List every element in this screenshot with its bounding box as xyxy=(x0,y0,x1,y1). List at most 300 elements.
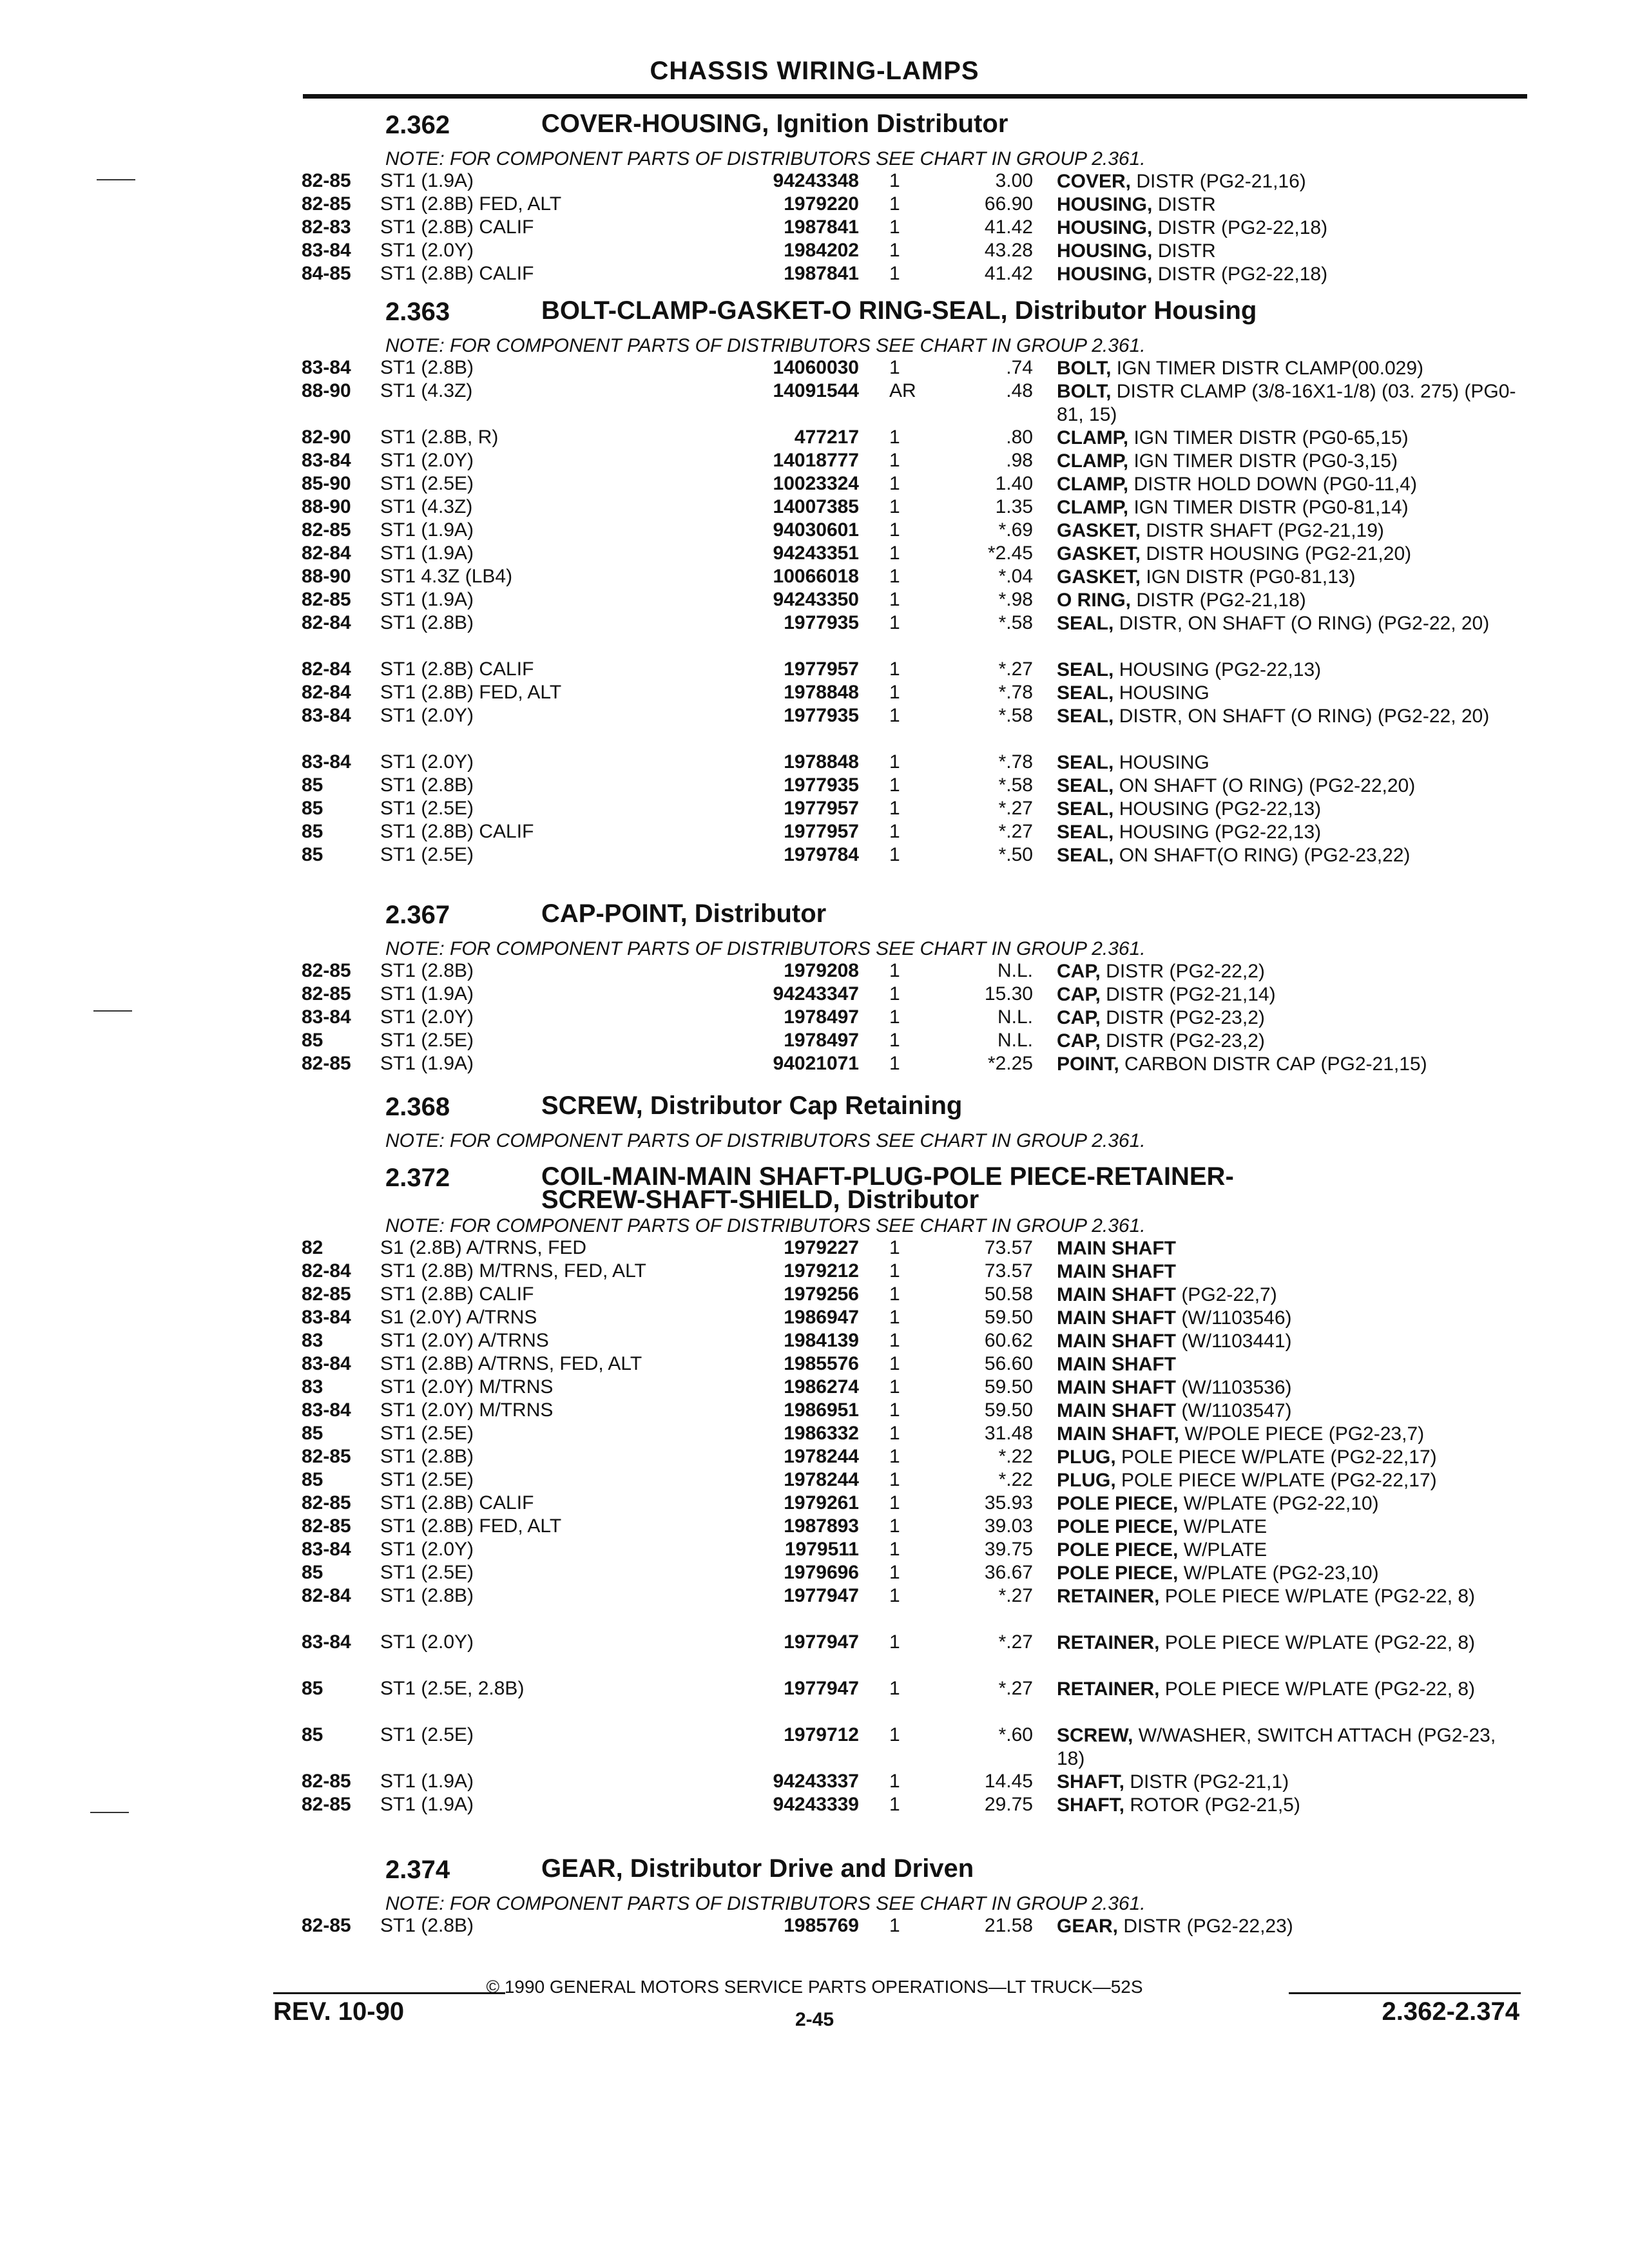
model-years: 82-85 xyxy=(302,170,351,191)
quantity: 1 xyxy=(889,1307,900,1328)
description-detail: DISTR HOUSING (PG2-21,20) xyxy=(1141,543,1412,564)
quantity: 1 xyxy=(889,1399,900,1421)
price: *.78 xyxy=(998,751,1033,773)
parts-row xyxy=(0,658,1629,682)
quantity: 1 xyxy=(889,519,900,541)
parts-row xyxy=(0,193,1629,216)
parts-row xyxy=(0,263,1629,286)
part-number: 1985576 xyxy=(784,1353,859,1374)
parts-row xyxy=(0,357,1629,380)
engine-code: ST1 (2.5E) xyxy=(380,1030,474,1051)
engine-code: ST1 4.3Z (LB4) xyxy=(380,566,513,587)
parts-row xyxy=(0,1446,1629,1469)
part-number: 94243348 xyxy=(773,170,859,191)
part-number: 14091544 xyxy=(773,380,859,401)
quantity: 1 xyxy=(889,357,900,378)
description-detail: ON SHAFT (O RING) (PG2-22,20) xyxy=(1113,775,1416,796)
quantity: 1 xyxy=(889,1006,900,1028)
price: 39.03 xyxy=(984,1515,1033,1537)
model-years: 82-85 xyxy=(302,1771,351,1792)
part-description xyxy=(1057,1915,1521,1938)
model-years: 83-84 xyxy=(302,450,351,471)
part-number: 477217 xyxy=(794,427,859,448)
part-number: 1986274 xyxy=(784,1376,859,1398)
part-description xyxy=(1057,496,1521,519)
model-years: 88-90 xyxy=(302,496,351,517)
section-heading xyxy=(0,1856,1629,1893)
model-years: 85 xyxy=(302,1469,323,1490)
part-description xyxy=(1057,1376,1521,1399)
parts-row xyxy=(0,1585,1629,1631)
description-detail: DISTR (PG2-22,18) xyxy=(1152,217,1328,238)
parts-row xyxy=(0,589,1629,612)
engine-code: ST1 (2.0Y) xyxy=(380,751,474,773)
part-number: 1977935 xyxy=(784,705,859,726)
parts-row xyxy=(0,1469,1629,1492)
model-years: 83-84 xyxy=(302,357,351,378)
model-years: 82-84 xyxy=(302,658,351,680)
part-number: 14007385 xyxy=(773,496,859,517)
description-keyword: GASKET, xyxy=(1057,520,1141,541)
price: *.60 xyxy=(998,1724,1033,1745)
description-keyword: MAIN SHAFT xyxy=(1057,1238,1176,1259)
part-number: 1986947 xyxy=(784,1307,859,1328)
price: .80 xyxy=(1006,427,1033,448)
description-keyword: CLAMP, xyxy=(1057,427,1129,448)
description-detail: IGN TIMER DISTR (PG0-65,15) xyxy=(1128,427,1409,448)
footer-group-range: 2.362-2.374 xyxy=(1382,1997,1519,2026)
quantity: 1 xyxy=(889,263,900,284)
description-keyword: POINT, xyxy=(1057,1053,1119,1075)
description-detail: HOUSING (PG2-22,13) xyxy=(1113,822,1322,843)
engine-code: ST1 (2.0Y) xyxy=(380,705,474,726)
description-detail: DISTR (PG2-21,18) xyxy=(1131,590,1306,611)
description-detail: (W/1103546) xyxy=(1175,1307,1292,1329)
parts-section xyxy=(0,111,1629,286)
part-number: 1977947 xyxy=(784,1678,859,1699)
description-keyword: HOUSING, xyxy=(1057,194,1153,215)
description-keyword: SEAL, xyxy=(1057,845,1114,866)
engine-code: ST1 (2.5E) xyxy=(380,1423,474,1444)
part-number: 10066018 xyxy=(773,566,859,587)
price: 59.50 xyxy=(984,1399,1033,1421)
engine-code: ST1 (1.9A) xyxy=(380,519,474,541)
parts-row xyxy=(0,844,1629,867)
price: 15.30 xyxy=(984,983,1033,1004)
description-detail: POLE PIECE W/PLATE (PG2-22,17) xyxy=(1115,1446,1437,1468)
description-keyword: HOUSING, xyxy=(1057,217,1153,238)
description-keyword: CAP, xyxy=(1057,961,1101,982)
parts-row xyxy=(0,1330,1629,1353)
description-keyword: O RING, xyxy=(1057,590,1132,611)
quantity: 1 xyxy=(889,1631,900,1653)
margin-mark xyxy=(97,179,135,180)
quantity: 1 xyxy=(889,1283,900,1305)
model-years: 82-84 xyxy=(302,1585,351,1606)
parts-row xyxy=(0,1353,1629,1376)
model-years: 82-84 xyxy=(302,682,351,703)
part-description xyxy=(1057,473,1521,496)
part-number: 1977957 xyxy=(784,798,859,819)
description-detail: W/PLATE xyxy=(1178,1516,1268,1537)
price: *.22 xyxy=(998,1469,1033,1490)
description-detail: POLE PIECE W/PLATE (PG2-22,17) xyxy=(1115,1470,1437,1491)
description-keyword: SEAL, xyxy=(1057,659,1114,680)
part-description xyxy=(1057,193,1521,216)
description-detail: DISTR (PG2-21,1) xyxy=(1124,1771,1289,1792)
model-years: 85 xyxy=(302,1678,323,1699)
part-number: 94243351 xyxy=(773,543,859,564)
description-detail: POLE PIECE W/PLATE (PG2-22, 8) xyxy=(1159,1632,1476,1653)
quantity: 1 xyxy=(889,1260,900,1282)
model-years: 82-84 xyxy=(302,543,351,564)
footer-copyright: © 1990 GENERAL MOTORS SERVICE PARTS OPERATIONS—LT TRUCK—52S xyxy=(486,1977,1143,1997)
part-number: 1987893 xyxy=(784,1515,859,1537)
description-keyword: POLE PIECE, xyxy=(1057,1562,1179,1584)
description-keyword: CAP, xyxy=(1057,1030,1101,1052)
part-number: 1979208 xyxy=(784,960,859,981)
part-description xyxy=(1057,216,1521,240)
part-description xyxy=(1057,1515,1521,1539)
quantity: 1 xyxy=(889,193,900,215)
engine-code: ST1 (2.8B) M/TRNS, FED, ALT xyxy=(380,1260,646,1282)
part-number: 1986951 xyxy=(784,1399,859,1421)
parts-row xyxy=(0,1307,1629,1330)
description-keyword: POLE PIECE, xyxy=(1057,1516,1179,1537)
part-description xyxy=(1057,1724,1521,1771)
model-years: 88-90 xyxy=(302,566,351,587)
quantity: 1 xyxy=(889,1030,900,1051)
quantity: 1 xyxy=(889,1585,900,1606)
engine-code: ST1 (2.8B) FED, ALT xyxy=(380,193,562,215)
description-detail: DISTR SHAFT (PG2-21,19) xyxy=(1141,520,1384,541)
engine-code: ST1 (1.9A) xyxy=(380,1771,474,1792)
part-number: 1984139 xyxy=(784,1330,859,1351)
parts-row xyxy=(0,774,1629,798)
section-number: 2.363 xyxy=(385,298,450,326)
description-keyword: COVER, xyxy=(1057,171,1132,192)
parts-row xyxy=(0,1053,1629,1076)
description-detail: W/PLATE xyxy=(1178,1539,1268,1561)
parts-section xyxy=(0,1856,1629,1938)
part-description xyxy=(1057,1678,1521,1701)
engine-code: ST1 (2.8B) CALIF xyxy=(380,1283,534,1305)
quantity: 1 xyxy=(889,798,900,819)
parts-row xyxy=(0,1515,1629,1539)
engine-code: ST1 (2.8B) xyxy=(380,774,474,796)
parts-row xyxy=(0,240,1629,263)
model-years: 85 xyxy=(302,821,323,842)
part-description xyxy=(1057,357,1521,380)
part-description xyxy=(1057,1237,1521,1260)
part-number: 94021071 xyxy=(773,1053,859,1074)
description-keyword: CAP, xyxy=(1057,1007,1101,1028)
price: *.98 xyxy=(998,589,1033,610)
parts-row xyxy=(0,1237,1629,1260)
description-keyword: MAIN SHAFT xyxy=(1057,1261,1176,1282)
parts-row xyxy=(0,1399,1629,1423)
quantity: 1 xyxy=(889,216,900,238)
quantity: 1 xyxy=(889,1915,900,1936)
description-keyword: MAIN SHAFT xyxy=(1057,1354,1176,1375)
part-description xyxy=(1057,380,1521,427)
section-title: COVER-HOUSING, Ignition Distributor xyxy=(541,110,1008,138)
price: N.L. xyxy=(997,1006,1033,1028)
engine-code: ST1 (2.5E) xyxy=(380,798,474,819)
description-keyword: CLAMP, xyxy=(1057,450,1129,472)
quantity: 1 xyxy=(889,170,900,191)
part-description xyxy=(1057,1585,1521,1608)
engine-code: ST1 (2.5E) xyxy=(380,1469,474,1490)
description-keyword: MAIN SHAFT xyxy=(1057,1284,1176,1305)
quantity: 1 xyxy=(889,1423,900,1444)
quantity: 1 xyxy=(889,821,900,842)
description-detail: POLE PIECE W/PLATE (PG2-22, 8) xyxy=(1159,1586,1476,1607)
part-description xyxy=(1057,1353,1521,1376)
model-years: 82-85 xyxy=(302,960,351,981)
part-number: 1978497 xyxy=(784,1006,859,1028)
price: *.22 xyxy=(998,1446,1033,1467)
parts-row xyxy=(0,1794,1629,1817)
part-description xyxy=(1057,543,1521,566)
engine-code: ST1 (4.3Z) xyxy=(380,496,473,517)
model-years: 82-85 xyxy=(302,1283,351,1305)
part-number: 1978244 xyxy=(784,1446,859,1467)
section-number: 2.374 xyxy=(385,1856,450,1884)
engine-code: S1 (2.8B) A/TRNS, FED xyxy=(380,1237,587,1258)
price: 41.42 xyxy=(984,216,1033,238)
engine-code: ST1 (2.0Y) xyxy=(380,1539,474,1560)
part-description xyxy=(1057,1771,1521,1794)
part-description xyxy=(1057,1492,1521,1515)
model-years: 82-85 xyxy=(302,1446,351,1467)
engine-code: ST1 (2.0Y) xyxy=(380,240,474,261)
model-years: 83-84 xyxy=(302,1399,351,1421)
parts-row xyxy=(0,1915,1629,1938)
model-years: 82-84 xyxy=(302,612,351,633)
price: 59.50 xyxy=(984,1376,1033,1398)
quantity: 1 xyxy=(889,1794,900,1815)
quantity: 1 xyxy=(889,960,900,981)
part-description xyxy=(1057,612,1521,635)
price: N.L. xyxy=(997,1030,1033,1051)
description-keyword: MAIN SHAFT xyxy=(1057,1307,1176,1329)
quantity: 1 xyxy=(889,427,900,448)
part-description xyxy=(1057,705,1521,728)
quantity: 1 xyxy=(889,612,900,633)
description-keyword: RETAINER, xyxy=(1057,1586,1160,1607)
quantity: AR xyxy=(889,380,916,401)
quantity: 1 xyxy=(889,1053,900,1074)
parts-row xyxy=(0,1631,1629,1678)
quantity: 1 xyxy=(889,1562,900,1583)
description-keyword: BOLT, xyxy=(1057,358,1112,379)
description-detail: DISTR, ON SHAFT (O RING) (PG2-22, 20) xyxy=(1113,706,1490,727)
engine-code: ST1 (2.8B) xyxy=(380,1446,474,1467)
price: *.58 xyxy=(998,705,1033,726)
section-heading xyxy=(0,1093,1629,1130)
description-detail: W/PLATE (PG2-23,10) xyxy=(1178,1562,1379,1584)
parts-section xyxy=(0,1093,1629,1152)
price: *.27 xyxy=(998,821,1033,842)
description-keyword: SCREW, xyxy=(1057,1725,1133,1746)
model-years: 82-85 xyxy=(302,1492,351,1514)
engine-code: ST1 (1.9A) xyxy=(380,983,474,1004)
price: 1.40 xyxy=(995,473,1033,494)
part-description xyxy=(1057,1446,1521,1469)
quantity: 1 xyxy=(889,1724,900,1745)
model-years: 82-85 xyxy=(302,519,351,541)
quantity: 1 xyxy=(889,589,900,610)
part-number: 1979712 xyxy=(784,1724,859,1745)
engine-code: ST1 (2.0Y) A/TRNS xyxy=(380,1330,549,1351)
description-keyword: CAP, xyxy=(1057,984,1101,1005)
description-keyword: GEAR, xyxy=(1057,1916,1119,1937)
footer-revision: REV. 10-90 xyxy=(273,1997,405,2026)
part-number: 1977947 xyxy=(784,1585,859,1606)
model-years: 88-90 xyxy=(302,380,351,401)
description-keyword: SEAL, xyxy=(1057,682,1114,704)
price: *.27 xyxy=(998,798,1033,819)
part-description xyxy=(1057,240,1521,263)
parts-section xyxy=(0,1164,1629,1817)
price: 73.57 xyxy=(984,1237,1033,1258)
part-number: 14018777 xyxy=(773,450,859,471)
parts-row xyxy=(0,427,1629,450)
parts-row xyxy=(0,543,1629,566)
part-number: 1979511 xyxy=(784,1539,859,1560)
description-detail: CARBON DISTR CAP (PG2-21,15) xyxy=(1119,1053,1427,1075)
parts-row xyxy=(0,1678,1629,1724)
engine-code: ST1 (2.8B) FED, ALT xyxy=(380,682,562,703)
parts-row xyxy=(0,216,1629,240)
parts-row xyxy=(0,519,1629,543)
description-detail: W/WASHER, SWITCH ATTACH (PG2-23, 18) xyxy=(1057,1725,1496,1769)
part-description xyxy=(1057,450,1521,473)
price: 31.48 xyxy=(984,1423,1033,1444)
description-detail: DISTR HOLD DOWN (PG0-11,4) xyxy=(1128,474,1417,495)
part-description xyxy=(1057,1631,1521,1655)
model-years: 82 xyxy=(302,1237,323,1258)
parts-row xyxy=(0,1562,1629,1585)
parts-row xyxy=(0,682,1629,705)
engine-code: ST1 (2.8B) xyxy=(380,612,474,633)
description-keyword: GASKET, xyxy=(1057,543,1141,564)
price: *2.25 xyxy=(987,1053,1033,1074)
engine-code: ST1 (2.8B) CALIF xyxy=(380,1492,534,1514)
engine-code: ST1 (2.5E) xyxy=(380,1562,474,1583)
price: 14.45 xyxy=(984,1771,1033,1792)
part-number: 1987841 xyxy=(784,263,859,284)
engine-code: ST1 (2.8B) CALIF xyxy=(380,216,534,238)
parts-row xyxy=(0,450,1629,473)
section-heading xyxy=(0,111,1629,148)
description-detail: (W/1103536) xyxy=(1175,1377,1292,1398)
margin-mark xyxy=(93,1010,132,1012)
price: 1.35 xyxy=(995,496,1033,517)
part-number: 10023324 xyxy=(773,473,859,494)
part-description xyxy=(1057,774,1521,798)
description-keyword: POLE PIECE, xyxy=(1057,1539,1179,1561)
part-number: 1979256 xyxy=(784,1283,859,1305)
model-years: 83 xyxy=(302,1330,323,1351)
part-description xyxy=(1057,821,1521,844)
engine-code: ST1 (2.0Y) xyxy=(380,1006,474,1028)
header-rule xyxy=(303,94,1527,99)
model-years: 82-85 xyxy=(302,1915,351,1936)
section-note: NOTE: FOR COMPONENT PARTS OF DISTRIBUTORS SEE CHART IN GROUP 2.361. xyxy=(385,1893,1146,1914)
engine-code: ST1 (2.5E) xyxy=(380,844,474,865)
price: 35.93 xyxy=(984,1492,1033,1514)
description-keyword: PLUG, xyxy=(1057,1446,1116,1468)
description-detail: HOUSING xyxy=(1113,752,1210,773)
part-description xyxy=(1057,589,1521,612)
price: *.69 xyxy=(998,519,1033,541)
description-keyword: SEAL, xyxy=(1057,775,1114,796)
description-keyword: SEAL, xyxy=(1057,798,1114,820)
model-years: 82-84 xyxy=(302,1260,351,1282)
engine-code: ST1 (2.8B) CALIF xyxy=(380,263,534,284)
price: 3.00 xyxy=(995,170,1033,191)
footer-page-number: 2-45 xyxy=(795,2009,834,2030)
quantity: 1 xyxy=(889,1771,900,1792)
engine-code: ST1 (1.9A) xyxy=(380,589,474,610)
part-description xyxy=(1057,1469,1521,1492)
price: 39.75 xyxy=(984,1539,1033,1560)
quantity: 1 xyxy=(889,1515,900,1537)
description-keyword: MAIN SHAFT xyxy=(1057,1331,1176,1352)
model-years: 82-85 xyxy=(302,193,351,215)
model-years: 85 xyxy=(302,1030,323,1051)
price: *.27 xyxy=(998,1678,1033,1699)
part-number: 1979220 xyxy=(784,193,859,215)
parts-row xyxy=(0,473,1629,496)
part-description xyxy=(1057,1006,1521,1030)
part-number: 1977935 xyxy=(784,612,859,633)
section-title: BOLT-CLAMP-GASKET-O RING-SEAL, Distributor Housing xyxy=(541,296,1257,325)
parts-row xyxy=(0,1030,1629,1053)
price: 66.90 xyxy=(984,193,1033,215)
engine-code: ST1 (1.9A) xyxy=(380,543,474,564)
part-number: 1978848 xyxy=(784,751,859,773)
engine-code: ST1 (2.0Y) M/TRNS xyxy=(380,1399,554,1421)
description-detail: DISTR (PG2-22,23) xyxy=(1118,1916,1293,1937)
part-description xyxy=(1057,566,1521,589)
price: 60.62 xyxy=(984,1330,1033,1351)
description-detail: ON SHAFT(O RING) (PG2-23,22) xyxy=(1113,845,1411,866)
part-description xyxy=(1057,1260,1521,1283)
part-description xyxy=(1057,983,1521,1006)
quantity: 1 xyxy=(889,1678,900,1699)
quantity: 1 xyxy=(889,543,900,564)
model-years: 85 xyxy=(302,844,323,865)
engine-code: ST1 (1.9A) xyxy=(380,170,474,191)
description-keyword: POLE PIECE, xyxy=(1057,1493,1179,1514)
quantity: 1 xyxy=(889,1469,900,1490)
part-number: 94243337 xyxy=(773,1771,859,1792)
part-description xyxy=(1057,1562,1521,1585)
part-number: 94243347 xyxy=(773,983,859,1004)
price: *.50 xyxy=(998,844,1033,865)
model-years: 85 xyxy=(302,1562,323,1583)
quantity: 1 xyxy=(889,1237,900,1258)
part-description xyxy=(1057,1283,1521,1307)
part-number: 94030601 xyxy=(773,519,859,541)
description-detail: DISTR (PG2-22,18) xyxy=(1152,264,1328,285)
description-keyword: PLUG, xyxy=(1057,1470,1116,1491)
parts-row xyxy=(0,1283,1629,1307)
part-number: 1986332 xyxy=(784,1423,859,1444)
